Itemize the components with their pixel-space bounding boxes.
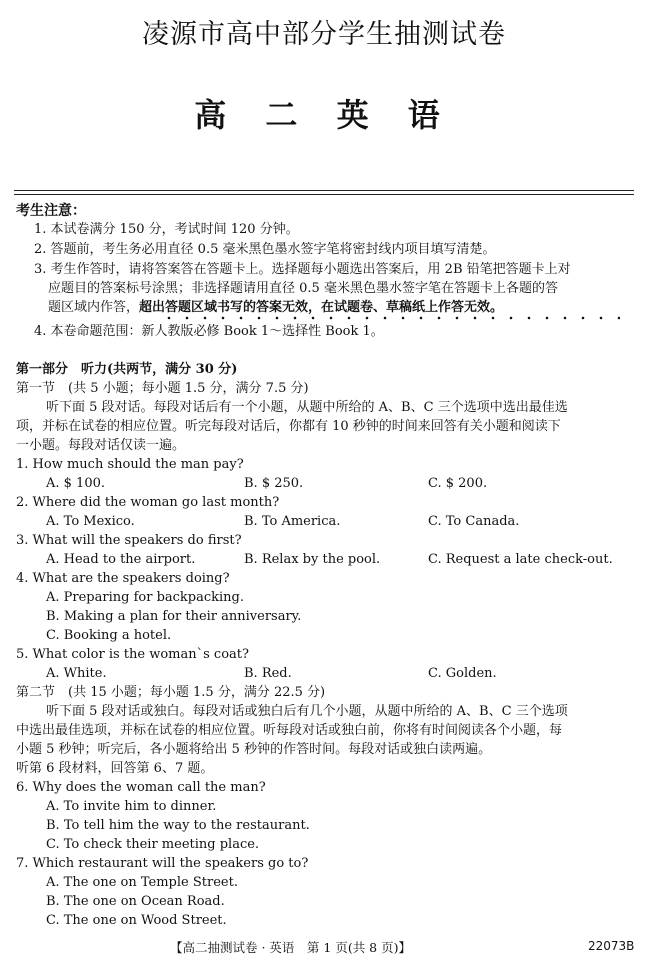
notice-emphasis: 超出答题区域书写的答案无效，在试题卷、草稿纸上作答无效。	[139, 300, 504, 315]
divider-line	[14, 194, 634, 195]
question-stem: 3. What will the speakers do first?	[16, 533, 242, 548]
notice-item: 应题目的答案标号涂黑；非选择题请用直径 0.5 毫米黑色墨水签字笔在答题卡上各题的答	[48, 281, 558, 296]
option-c: C. The one on Wood Street.	[46, 913, 227, 928]
option-a: A. To Mexico.	[46, 514, 135, 529]
section2-instruction: 中选出最佳选项，并标在试卷的相应位置。听每段对话或独白前，你将有时间阅读各个小题，每	[16, 723, 563, 738]
notice-text: 题区域内作答，	[48, 300, 140, 315]
notice-item: 1. 本试卷满分 150 分，考试时间 120 分钟。	[34, 222, 299, 237]
section2-instruction: 小题 5 秒钟；听完后，各小题将给出 5 秒钟的作答时间。每段对话或独白读两遍。	[16, 742, 492, 757]
notice-item	[48, 298, 503, 317]
question-stem: 5. What color is the woman`s coat?	[16, 647, 249, 662]
option-a: A. White.	[46, 666, 107, 681]
option-a: A. Head to the airport.	[46, 552, 196, 567]
option-a: A. To invite him to dinner.	[46, 799, 217, 814]
option-b: B. Making a plan for their anniversary.	[46, 609, 302, 624]
material-note: 听第 6 段材料，回答第 6、7 题。	[16, 761, 214, 776]
notice-item: 4. 本卷命题范围：新人教版必修 Book 1～选择性 Book 1。	[34, 324, 384, 339]
option-c: C. $ 200.	[428, 476, 488, 491]
section1-instruction: 一小题。每段对话仅读一遍。	[16, 438, 186, 453]
section1-instruction: 听下面 5 段对话。每段对话后有一个小题，从题中所给的 A、B、C 三个选项中选出最佳选	[46, 400, 568, 415]
option-c: C. Booking a hotel.	[46, 628, 172, 643]
divider-line	[14, 190, 634, 191]
question-stem: 7. Which restaurant will the speakers go to?	[16, 856, 309, 871]
part1-heading: 第一部分 听力(共两节，满分 30 分)	[16, 362, 238, 377]
exam-code: 22073B	[588, 939, 635, 953]
question-stem: 2. Where did the woman go last month?	[16, 495, 280, 510]
option-c: C. Request a late check-out.	[428, 552, 613, 567]
option-b: B. Red.	[244, 666, 292, 681]
emphasis-dots	[160, 316, 620, 320]
notice-item: 3. 考生作答时，请将答案答在答题卡上。选择题每小题选出答案后，用 2B 铅笔把答题卡上对	[34, 262, 571, 277]
section2-instruction: 听下面 5 段对话或独白。每段对话或独白后有几个小题，从题中所给的 A、B、C 三个选项	[46, 704, 568, 719]
question-stem: 6. Why does the woman call the man?	[16, 780, 266, 795]
option-b: B. $ 250.	[244, 476, 304, 491]
option-b: B. To America.	[244, 514, 341, 529]
section1-instruction: 项，并标在试卷的相应位置。听完每段对话后，你都有 10 秒钟的时间来回答有关小题和阅读下	[16, 419, 561, 434]
option-c: C. Golden.	[428, 666, 497, 681]
question-stem: 1. How much should the man pay?	[16, 457, 244, 472]
option-b: B. The one on Ocean Road.	[46, 894, 225, 909]
notice-item: 2. 答题前，考生务必用直径 0.5 毫米黑色墨水签字笔将密封线内项目填写清楚。	[34, 242, 496, 257]
notice-heading: 考生注意：	[16, 203, 86, 219]
section1-heading: 第一节 (共 5 小题；每小题 1.5 分，满分 7.5 分)	[16, 381, 309, 396]
option-a: A. The one on Temple Street.	[46, 875, 238, 890]
exam-title: 凌源市高中部分学生抽测试卷	[142, 19, 506, 50]
question-stem: 4. What are the speakers doing?	[16, 571, 230, 586]
option-b: B. Relax by the pool.	[244, 552, 381, 567]
option-a: A. Preparing for backpacking.	[46, 590, 245, 605]
option-c: C. To check their meeting place.	[46, 837, 260, 852]
subject-title: 高 二 英 语	[194, 96, 454, 134]
option-c: C. To Canada.	[428, 514, 520, 529]
section2-heading: 第二节 (共 15 小题；每小题 1.5 分，满分 22.5 分)	[16, 685, 326, 700]
page-footer: 【高二抽测试卷 · 英语 第 1 页(共 8 页)】	[170, 940, 411, 955]
option-b: B. To tell him the way to the restaurant.	[46, 818, 310, 833]
option-a: A. $ 100.	[46, 476, 106, 491]
